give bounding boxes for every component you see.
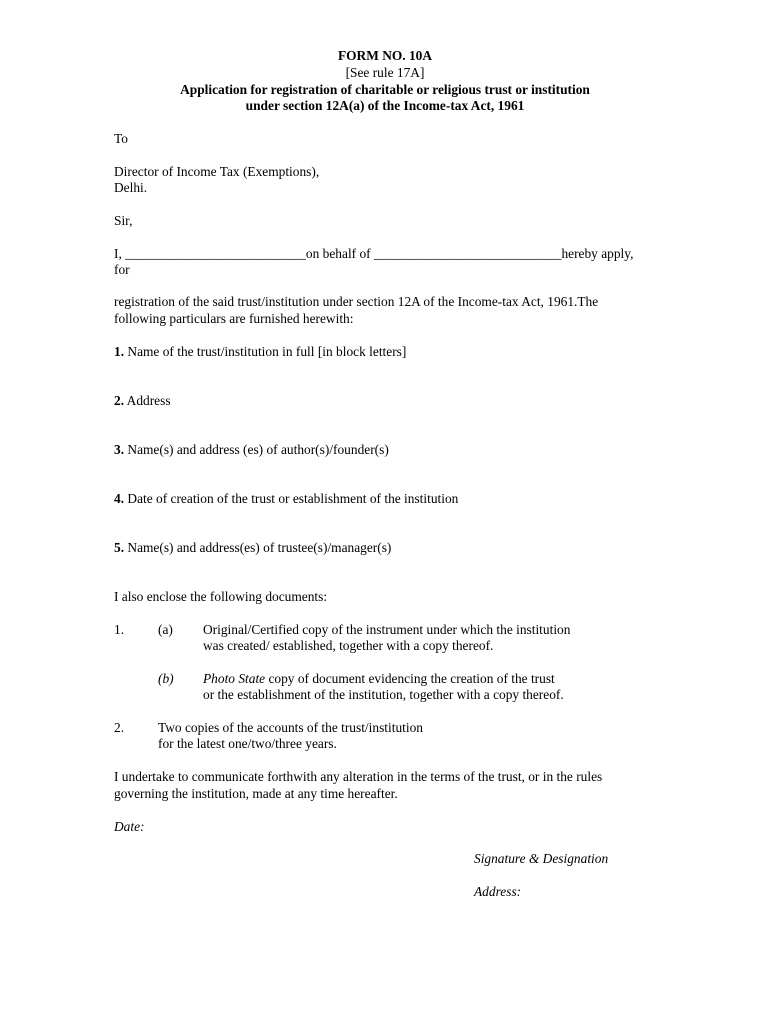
document-item-1b-line-2: or the establishment of the institution, together with a copy thereof. [203, 687, 564, 702]
particular-number: 1. [114, 344, 125, 359]
document-item-1a-line-1: Original/Certified copy of the instrument under which the institution [203, 622, 571, 637]
particular-text: Name of the trust/institution in full [in block letters] [127, 344, 407, 359]
rule-reference: [See rule 17A] [345, 65, 425, 80]
particular-text: Address [126, 393, 171, 408]
photo-state-text: Photo State [203, 671, 266, 686]
salutation: Sir, [114, 213, 133, 228]
document-item-1b-label: (b) [158, 671, 174, 686]
document-item-2-line-1: Two copies of the accounts of the trust/institution [158, 720, 423, 735]
document-item-1a-line-2: was created/ established, together with a copy thereof. [203, 638, 494, 653]
form-title-line-2: under section 12A(a) of the Income-tax Act, 1961 [245, 98, 525, 113]
particular-number: 4. [114, 491, 125, 506]
recipient-line-1: Director of Income Tax (Exemptions), [114, 164, 320, 179]
particular-number: 5. [114, 540, 125, 555]
document-item-2-number: 2. [114, 720, 125, 735]
application-body-line-2: following particulars are furnished herewith: [114, 311, 354, 326]
signature-label: Signature & Designation [474, 851, 609, 866]
undertaking-line-2: governing the institution, made at any time hereafter. [114, 786, 398, 801]
address-label: Address: [474, 884, 522, 899]
form-number: FORM NO. 10A [337, 48, 433, 63]
applicant-line: I, ___________________________on behalf of ____________________________hereby apply, [114, 246, 634, 261]
particular-number: 2. [114, 393, 125, 408]
recipient-line-2: Delhi. [114, 180, 148, 195]
document-item-2-line-2: for the latest one/two/three years. [158, 736, 337, 751]
particular-number: 3. [114, 442, 125, 457]
document-item-1-number: 1. [114, 622, 125, 637]
form-title-line-1: Application for registration of charitable or religious trust or institution [180, 82, 590, 97]
application-body-line-1: registration of the said trust/institution under section 12A of the Income-tax Act, 1961.The [114, 294, 599, 309]
document-item-1a-label: (a) [158, 622, 173, 637]
document-item-1b-line-1 [203, 670, 555, 687]
particular-item-3 [114, 441, 389, 458]
particular-text: Name(s) and address (es) of author(s)/founder(s) [127, 442, 389, 457]
documents-intro: I also enclose the following documents: [114, 589, 328, 604]
particular-item-2 [114, 392, 171, 409]
particular-item-4 [114, 490, 458, 507]
particular-item-1 [114, 343, 406, 360]
particular-item-5 [114, 539, 391, 556]
applicant-line-wrap: for [114, 262, 130, 277]
document-item-1b-rest: copy of document evidencing the creation of the trust [265, 671, 555, 686]
particular-text: Name(s) and address(es) of trustee(s)/manager(s) [127, 540, 392, 555]
particular-text: Date of creation of the trust or establishment of the institution [127, 491, 459, 506]
undertaking-line-1: I undertake to communicate forthwith any alteration in the terms of the trust, or in the rules [114, 769, 603, 784]
to-label: To [114, 131, 128, 146]
date-label: Date: [114, 819, 145, 834]
